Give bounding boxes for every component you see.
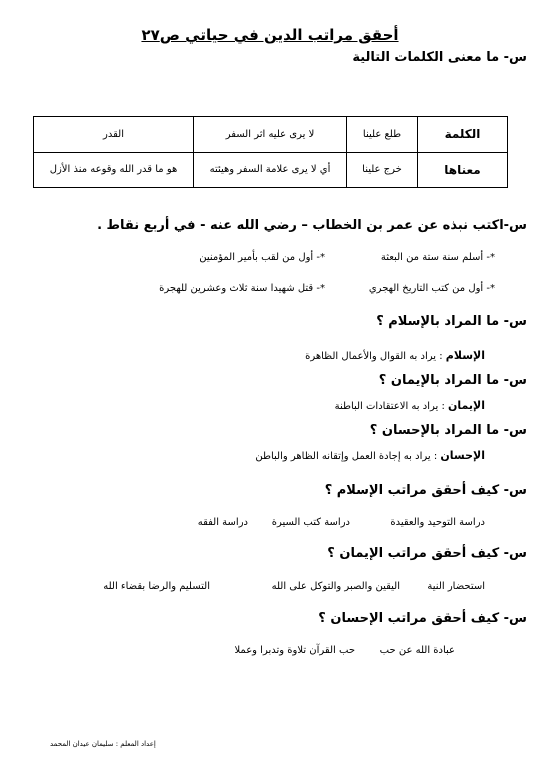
answer-ihsan-meaning bbox=[255, 449, 485, 462]
question-islam-how: س- كيف أحقق مراتب الإسلام ؟ bbox=[324, 483, 527, 498]
table-row bbox=[34, 117, 508, 153]
answer-text: : يراد به القوال والأعمال الظاهرة bbox=[305, 351, 446, 362]
list-item: *- أسلم سنة ستة من البعثة bbox=[380, 252, 495, 263]
list-item: دراسة الفقه bbox=[197, 517, 248, 528]
list-item: *- أول من لقب بأمير المؤمنين bbox=[199, 252, 325, 263]
list-item: حب القرآن تلاوة وتدبرا وعملا bbox=[234, 645, 355, 656]
question-vocabulary: س- ما معنى الكلمات التالية bbox=[352, 50, 527, 65]
list-item: دراسة كتب السيرة bbox=[271, 517, 350, 528]
table-header-cell: الكلمة bbox=[418, 117, 508, 153]
question-iman-meaning: س- ما المراد بالإيمان ؟ bbox=[378, 373, 527, 388]
list-item: عبادة الله عن حب bbox=[379, 645, 455, 656]
answer-term: الإسلام bbox=[445, 349, 485, 362]
answer-iman-meaning bbox=[335, 399, 485, 412]
table-cell: أي لا يرى علامة السفر وهيئته bbox=[194, 152, 347, 188]
table-row-label: معناها bbox=[418, 152, 508, 188]
list-item: اليقين والصبر والتوكل على الله bbox=[271, 581, 400, 592]
answer-term: الإحسان bbox=[440, 449, 485, 462]
table-cell: خرج علينا bbox=[347, 152, 418, 188]
answer-text: : يراد به الاعتقادات الباطنة bbox=[334, 401, 448, 412]
table-header-cell: لا يرى عليه اثر السفر bbox=[194, 117, 347, 153]
answer-islam-meaning bbox=[305, 349, 485, 362]
table-cell: هو ما قدر الله وقوعه منذ الأزل bbox=[34, 152, 194, 188]
list-item: استحضار النية bbox=[427, 581, 485, 592]
question-iman-how: س- كيف أحقق مراتب الإيمان ؟ bbox=[327, 546, 527, 561]
list-item: التسليم والرضا بقضاء الله bbox=[103, 581, 210, 592]
list-item: *- أول من كتب التاريخ الهجري bbox=[368, 283, 495, 294]
vocabulary-table bbox=[33, 116, 508, 188]
page-title: أحقق مراتب الدين في حياتي ص٢٧ bbox=[141, 26, 399, 44]
question-islam-meaning: س- ما المراد بالإسلام ؟ bbox=[376, 314, 527, 329]
author-credit: إعداد المعلم : سليمان عيدان المحمد bbox=[50, 740, 156, 748]
table-header-cell: طلع علينا bbox=[347, 117, 418, 153]
answer-text: : يراد به إجادة العمل وإتقانه الظاهر والباطن bbox=[255, 451, 441, 462]
list-item: *- قتل شهيدا سنة ثلاث وعشرين للهجرة bbox=[159, 283, 325, 294]
answer-term: الإيمان bbox=[448, 399, 485, 412]
question-ihsan-meaning: س- ما المراد بالإحسان ؟ bbox=[369, 423, 527, 438]
list-item: دراسة التوحيد والعقيدة bbox=[390, 517, 485, 528]
table-header-cell: القدر bbox=[34, 117, 194, 153]
question-ihsan-how: س- كيف أحقق مراتب الإحسان ؟ bbox=[318, 611, 527, 626]
table-row bbox=[34, 152, 508, 188]
question-omar: س-اكتب نبذه عن عمر بن الخطاب – رضي الله عنه - في أربع نقاط . bbox=[97, 218, 527, 233]
